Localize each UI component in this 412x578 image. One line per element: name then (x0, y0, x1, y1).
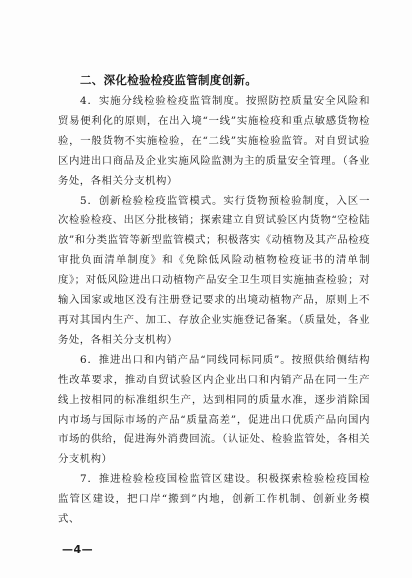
page-number: —4— (62, 543, 94, 556)
paragraph-item-5: 5．创新检验检疫监管模式。实行货物预检验制度，入区一次检验检疫、出区分批核销；探索建立自贸试验区内货物“空检陆放”和分类监管等新型监管模式；积极落实《动植物及其产品检疫审批负面清单制度》和《免除低风险动植物检疫证书的清单制度》；对低风险进出口动植物产品安全卫生项目实施抽查检验；对输入国家或地区没有注册登记要求的出境动植物产品，原则上不再对其国内生产、加工、存放企业实施登记备案。（质量处，各业务处，各相关分支机构） (58, 194, 370, 346)
paragraph-item-4: 4．实施分线检验检疫监管制度。按照防控质量安全风险和贸易便利化的原则，在出入境“一线”实施检疫和重点敏感货物检验，一般货物不实施检验，在“二线”实施检验监管。对自贸试验区内进出口商品及企业实施风险监测为主的质量安全管理。（各业务处，各相关分支机构） (58, 95, 370, 187)
section-heading: 二、深化检验检疫监管制度创新。 (80, 73, 257, 87)
paragraph-item-7: 7．推进检验检疫国检监管区建设。积极探索检验检疫国检监管区建设，把口岸“搬到”内地，创新工作机制、创新业务模式、 (58, 473, 370, 526)
document-body (58, 70, 370, 530)
paragraph-item-6: 6．推进出口和内销产品“同线同标同质”。按照供给侧结构性改革要求，推动自贸试验区内企业出口和内销产品在同一生产线上按相同的标准组织生产，达到相同的质量水准，逐步消除国内市场与国际市场的产品“质量高差”，促进出口优质产品向国内市场的供给，促进海外消费回流。（认证处、检验监管处，各相关分支机构） (58, 353, 370, 466)
